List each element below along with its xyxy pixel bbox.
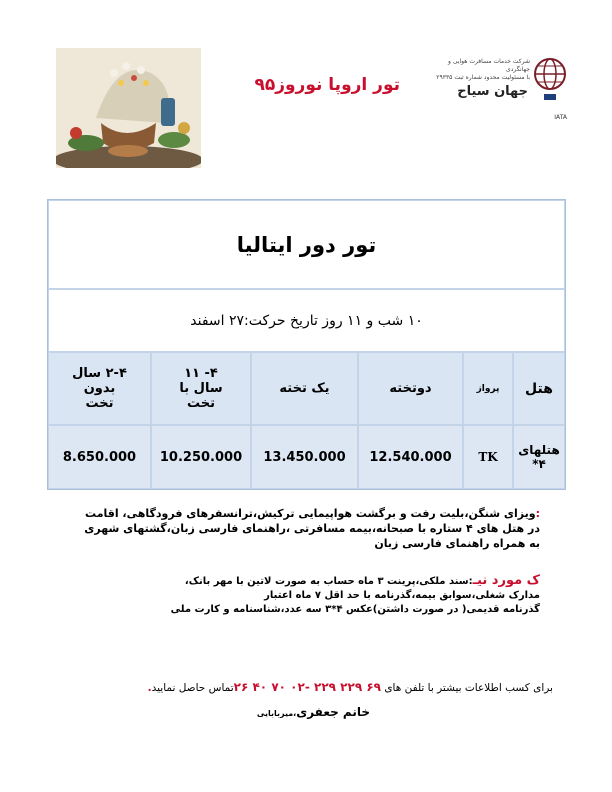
row-hotel: هتلهای ۴* — [513, 425, 565, 489]
header-child-with-bed: ۴- ۱۱ سال با تخت — [151, 352, 251, 425]
headline: تور اروپا نوروز۹۵ — [254, 75, 400, 95]
documents-label: ک مورد نیـ — [472, 573, 540, 588]
header-child-no-bed: ۲-۴ سال بدون تخت — [48, 352, 151, 425]
header-flight: پرواز — [463, 352, 513, 425]
nowruz-photo — [56, 48, 201, 168]
contact-phones: ۶۹ ۲۲۹ ۲۲۹ -۰۲ ۷۰ ۴۰ ۲۶ — [233, 680, 381, 694]
row-price-child-with-bed: 10.250.000 — [151, 425, 251, 489]
header-double: دوتخته — [358, 352, 463, 425]
tour-subtitle: ۱۰ شب و ۱۱ روز تاریخ حرکت:۲۷ اسفند — [48, 289, 565, 352]
logo-brand: جهان سیاح — [457, 84, 528, 99]
header-single: یک تخته — [251, 352, 358, 425]
header-hotel: هتل — [513, 352, 565, 425]
documents-line-2: مدارک شغلی،سوابق بیمه،گذرنامه با حد اقل ۷ ماه اعتبار — [264, 590, 540, 601]
agency-logo — [430, 50, 570, 130]
documents-line-3: گذرنامه قدیمی( در صورت داشتن)عکس ۴*۳ سه عدد،شناسنامه و کارت ملی — [170, 604, 540, 615]
row-flight: TK — [463, 425, 513, 489]
row-price-double: 12.540.000 — [358, 425, 463, 489]
contact-person — [200, 705, 370, 719]
required-documents — [100, 574, 540, 617]
logo-company-line: شرکت خدمات مسافرت هوایی و جهانگردی با مسئولیت محدود شماره ثبت ۲۹۳۳۵ — [436, 58, 530, 81]
row-price-single: 13.450.000 — [251, 425, 358, 489]
contact-line: برای کسب اطلاعات بیشتر با تلفن های ۶۹ ۲۲۹ ۲۲۹ -۰۲ ۷۰ ۴۰ ۲۶تماس حاصل نمایید. — [147, 680, 553, 694]
row-price-child-no-bed: 8.650.000 — [48, 425, 151, 489]
contact-suffix: تماس حاصل نمایید — [151, 682, 234, 694]
documents-line-1: سند ملکی،پرینت ۳ ماه حساب به صورت لاتین با مهر بانک، — [184, 576, 469, 587]
contact-prefix: برای کسب اطلاعات بیشتر با تلفن های — [384, 682, 553, 694]
tour-table — [47, 199, 566, 490]
contact-person-name: خانم جعفری — [296, 705, 370, 719]
iata-label: IATA — [554, 114, 567, 121]
included-services — [70, 506, 540, 551]
services-text: ویزای شنگن،بلیت رفت و برگشت هواپیمایی ترکیش،ترانسفرهای فرودگاهی، اقامت در هتل های ۴ ستاره با صبحانه،بیمه مسافرتی ،راهنمای فارسی زبان،گشتهای شهری به همراه راهنمای فارسی زبان — [84, 507, 540, 550]
contact-person-ext: ،میربابایی — [256, 709, 297, 718]
tour-title: تور دور ایتالیا — [48, 200, 565, 289]
services-marker: : — [535, 507, 540, 520]
globe-icon — [534, 56, 566, 112]
documents-marker: : — [468, 576, 473, 587]
